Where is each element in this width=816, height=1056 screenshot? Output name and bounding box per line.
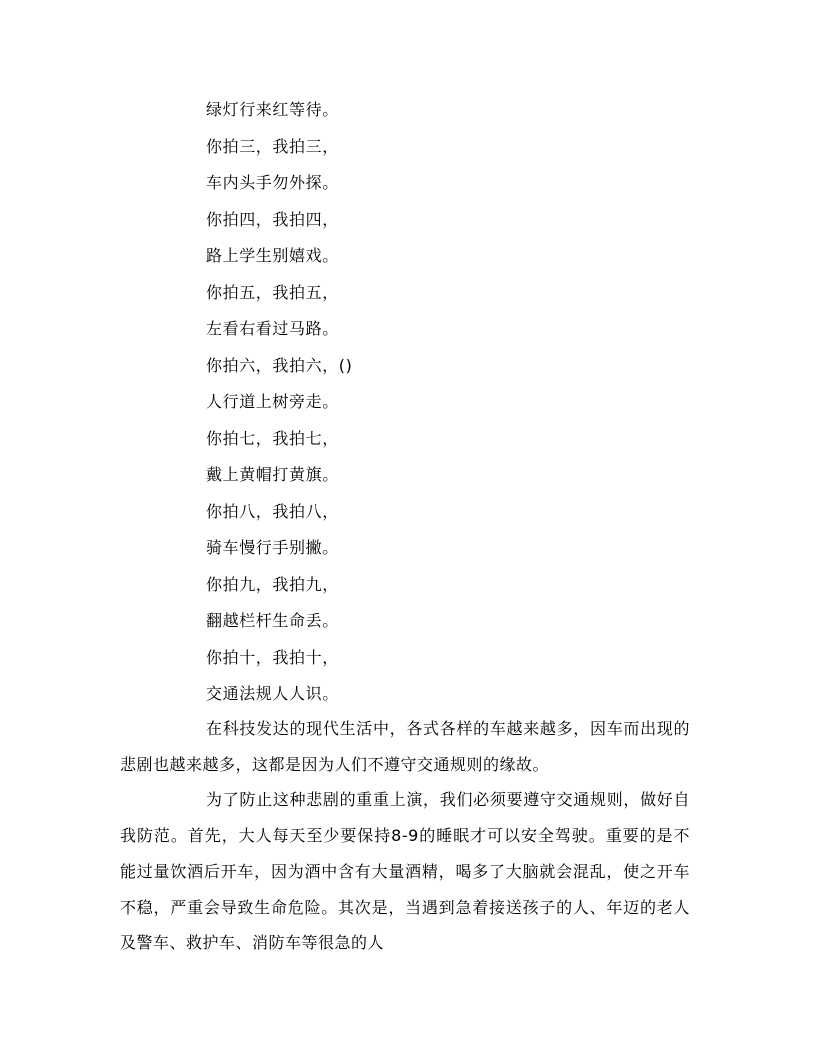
verse-line: 骑车慢行手别撇。	[206, 538, 339, 557]
verse-line: 你拍四，我拍四，	[206, 209, 339, 229]
verse-line: 你拍三，我拍三，	[206, 136, 339, 156]
verse-line: 你拍七，我拍七，	[206, 428, 339, 448]
verse-line: 你拍九，我拍九，	[206, 574, 339, 594]
paragraph: 为了防止这种悲剧的重重上演，我们必须要遵守交通规则，做好自我防范。首先，大人每天至少要保持8-9的睡眠才可以安全驾驶。重要的是不能过量饮酒后开车，因为酒中含有大量酒精，喝多了大脑就会混乱，使之开车不稳，严重会导致生命危险。其次是，当遇到急着接送孩子的人、年迈的老人及警车、救护车、消防车等很急的人	[120, 790, 690, 953]
verse-line: 翻越栏杆生命丢。	[206, 611, 339, 630]
verse-line: 戴上黄帽打黄旗。	[206, 465, 339, 484]
verse-line: 交通法规人人识。	[206, 684, 339, 703]
paragraph: 在科技发达的现代生活中，各式各样的车越来越多，因车而出现的悲剧也越来越多，这都是因为人们不遵守交通规则的缘故。	[120, 719, 690, 774]
verse-line: 路上学生别嬉戏。	[206, 246, 339, 265]
verse-block	[206, 92, 353, 713]
verse-line: 你拍六，我拍六，()	[206, 355, 353, 375]
verse-line: 你拍八，我拍八，	[206, 501, 339, 521]
verse-line: 你拍十，我拍十，	[206, 647, 339, 667]
verse-line: 绿灯行来红等待。	[206, 100, 339, 119]
verse-line: 左看右看过马路。	[206, 319, 339, 338]
verse-line: 人行道上树旁走。	[206, 392, 339, 411]
body-text	[120, 711, 690, 961]
verse-line: 车内头手勿外探。	[206, 173, 339, 192]
verse-line: 你拍五，我拍五，	[206, 282, 339, 302]
